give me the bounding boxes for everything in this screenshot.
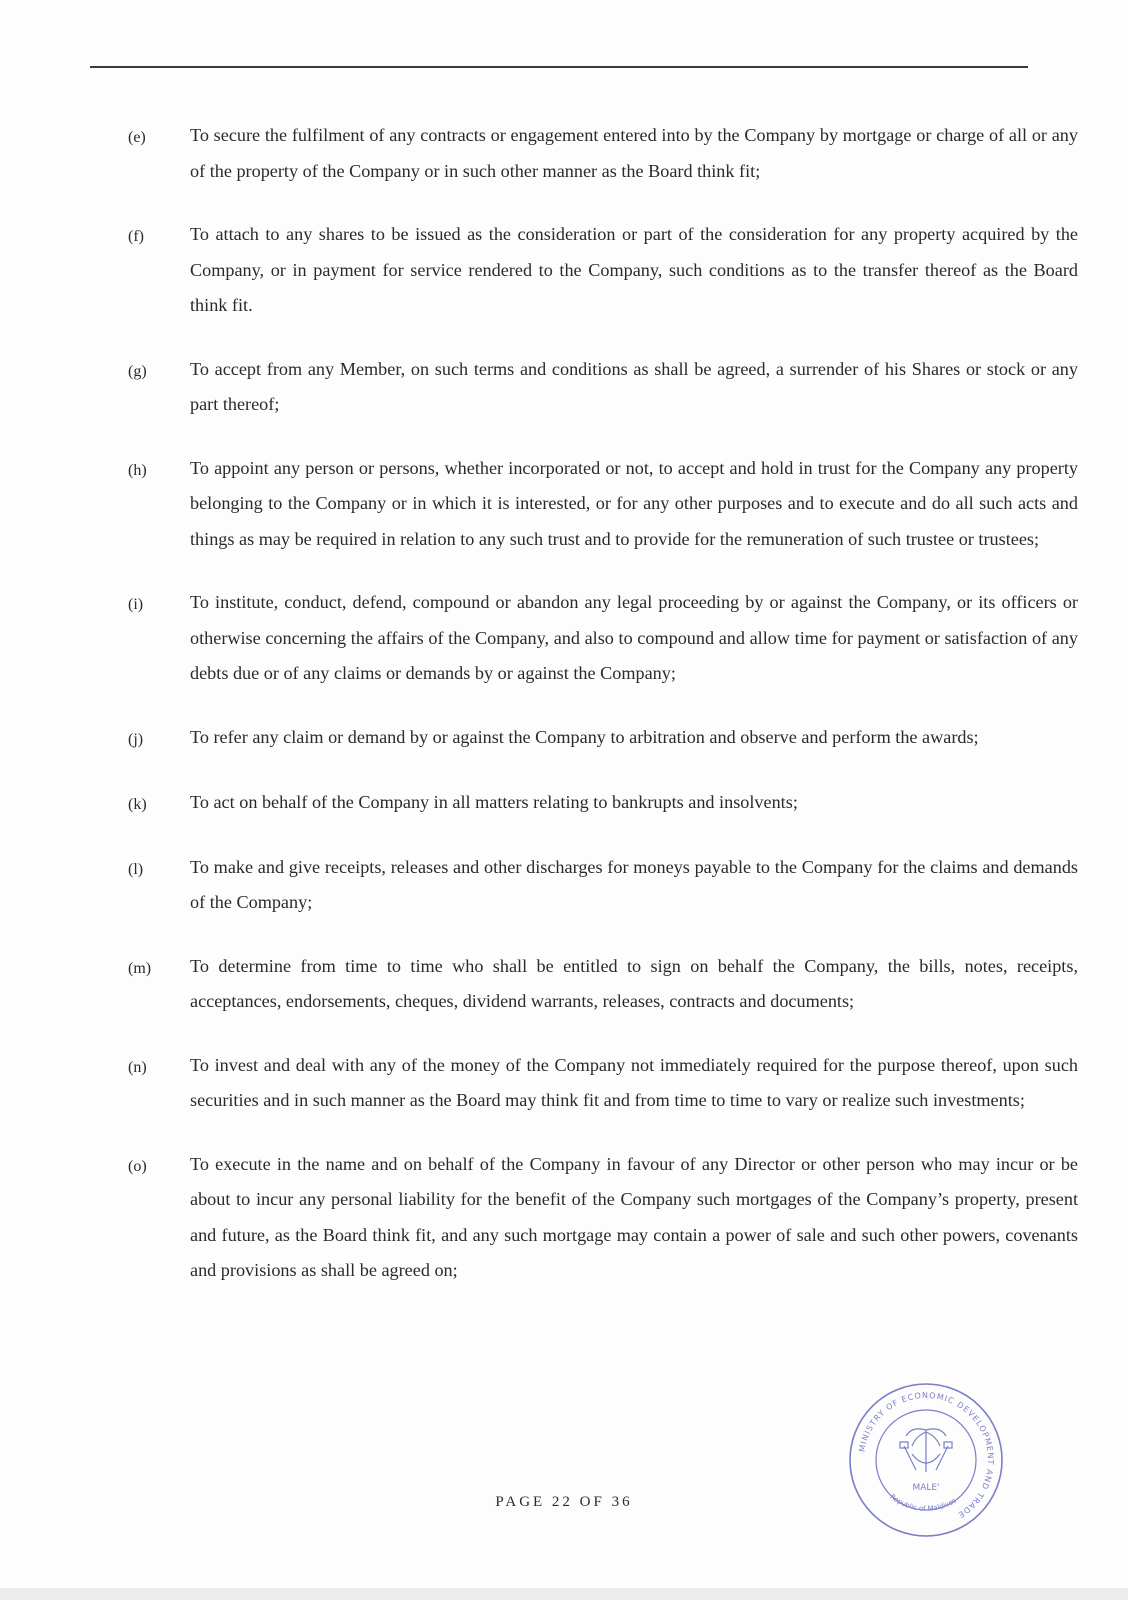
clause-text: To accept from any Member, on such terms and conditions as shall be agreed, a surrender of his Shares or stock or any part thereof; (190, 358, 1078, 414)
clause-text: To execute in the name and on behalf of the Company in favour of any Director or other person who may incur or be about to incur any personal liability for the benefit of the Company such mortgages of the Company’s property, present and future, as the Board think fit, and any such mortgage may contain a power of sale and such other powers, covenants and provisions as shall be agreed on; (190, 1153, 1078, 1280)
clause-label: (e) (128, 129, 146, 146)
clause-g (128, 352, 1078, 423)
clause-e (128, 118, 1078, 189)
stamp-city-text: MALE' (912, 1483, 940, 1493)
stamp-ring-text: MINISTRY OF ECONOMIC DEVELOPMENT AND TRADE (857, 1390, 996, 1520)
clause-text: To refer any claim or demand by or against the Company to arbitration and observe and perform the awards; (190, 726, 979, 747)
scan-edge (0, 1588, 1128, 1600)
clause-text: To secure the fulfilment of any contracts or engagement entered into by the Company by mortgage or charge of all or any of the property of the Company or in such other manner as the Board think fit; (190, 125, 1078, 181)
clause-text: To attach to any shares to be issued as the consideration or part of the consideration for any property acquired by the Company, or in payment for service rendered to the Company, such conditions as to the transfer thereof as the Board think fit. (190, 224, 1078, 315)
ministry-seal-stamp (846, 1380, 1006, 1540)
clause-text: To determine from time to time who shall be entitled to sign on behalf the Company, the bills, notes, receipts, acceptances, endorsements, cheques, dividend warrants, releases, contracts and documents; (190, 955, 1078, 1011)
clause-label: (i) (128, 596, 144, 613)
page-number: PAGE 22 OF 36 (495, 1494, 633, 1510)
clause-text: To appoint any person or persons, whether incorporated or not, to accept and hold in trust for the Company any property belonging to the Company or in which it is interested, or for any other purposes and to execute and do all such acts and things as may be required in relation to any such trust and to provide for the remuneration of such trustee or trustees; (190, 457, 1078, 549)
clause-label: (n) (128, 1058, 147, 1076)
clause-label: (f) (128, 228, 144, 245)
clause-text: To institute, conduct, defend, compound or abandon any legal proceeding by or against the Company, or its officers or otherwise concerning the affairs of the Company, and also to compound and allow time for payment or satisfaction of any debts due or of any claims or demands by or against the Company; (190, 592, 1078, 683)
clause-k (128, 785, 1078, 822)
clause-o (128, 1147, 1078, 1289)
clause-label: (j) (128, 730, 144, 748)
clause-label: (g) (128, 362, 147, 380)
clause-label: (m) (128, 959, 152, 977)
header-rule (90, 66, 1028, 68)
clause-text: To invest and deal with any of the money of the Company not immediately required for the purpose thereof, upon such securities and in such manner as the Board may think fit and from time to time to vary or realize such investments; (190, 1054, 1078, 1110)
clause-j (128, 720, 1078, 757)
clause-i (128, 585, 1078, 692)
clause-label: (h) (128, 461, 147, 479)
clause-text: To make and give receipts, releases and other discharges for moneys payable to the Company for the claims and demands of the Company; (190, 856, 1078, 912)
clause-m (128, 949, 1078, 1020)
clause-text: To act on behalf of the Company in all matters relating to bankrupts and insolvents; (190, 791, 798, 812)
clause-label: (k) (128, 795, 147, 813)
clause-n (128, 1048, 1078, 1119)
clause-f (128, 217, 1078, 324)
clause-l (128, 850, 1078, 921)
clause-list (128, 118, 1078, 1317)
clause-label: (l) (128, 860, 144, 878)
clause-h (128, 451, 1078, 558)
emblem-icon (900, 1429, 952, 1472)
stamp-country-text: Republic of Maldives (888, 1492, 958, 1513)
clause-label: (o) (128, 1157, 147, 1175)
